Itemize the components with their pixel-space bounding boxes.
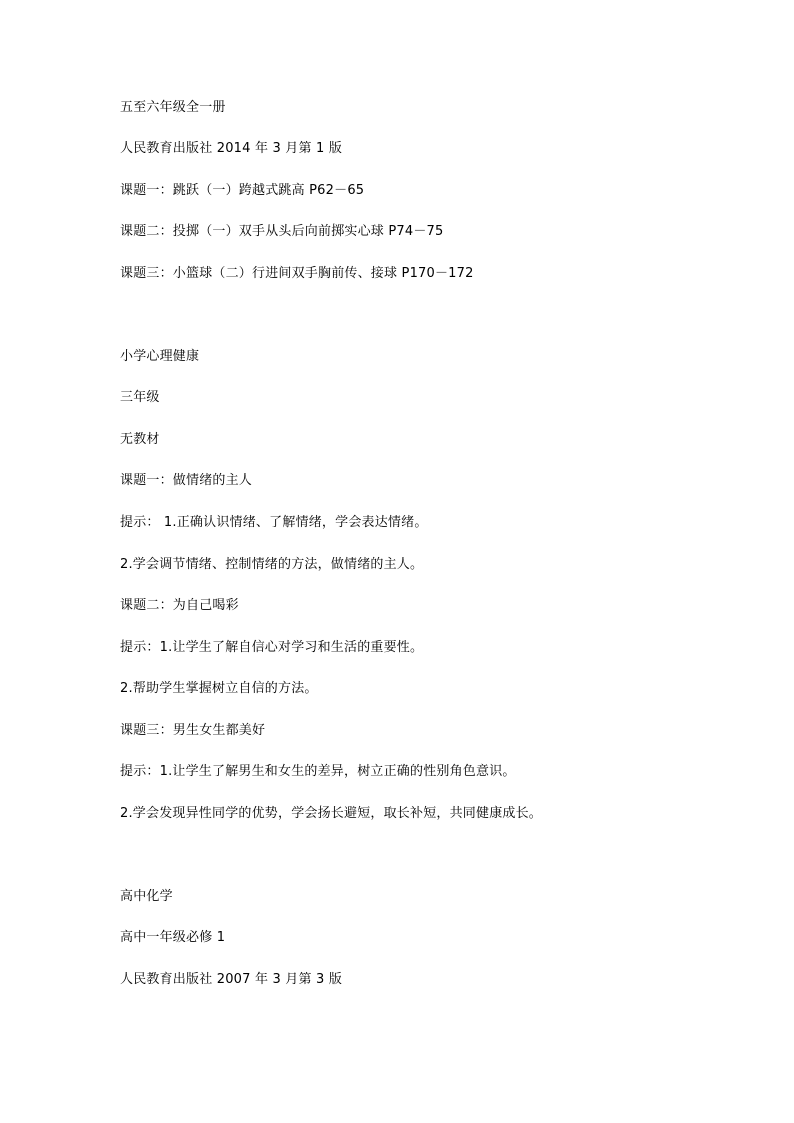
hint-line: 2.学会调节情绪、控制情绪的方法，做情绪的主人。 (120, 557, 424, 572)
hint-line: 2.学会发现异性同学的优势，学会扬长避短，取长补短，共同健康成长。 (120, 806, 543, 821)
publisher-edition: 人民教育出版社 2014 年 3 月第 1 版 (120, 141, 343, 156)
hint-line: 提示：1.让学生了解男生和女生的差异，树立正确的性别角色意识。 (120, 764, 516, 779)
hint-line: 提示： 1.正确认识情绪、了解情绪，学会表达情绪。 (120, 515, 428, 530)
topic-line: 课题三：男生女生都美好 (120, 723, 266, 738)
topic-line: 课题三：小篮球（二）行进间双手胸前传、接球 P170－172 (120, 266, 474, 281)
hint-line: 2.帮助学生掌握树立自信的方法。 (120, 681, 318, 696)
topic-line: 课题二：投掷（一）双手从头后向前掷实心球 P74－75 (120, 224, 444, 239)
topic-line: 课题二：为自己喝彩 (120, 598, 239, 613)
subject-heading: 高中化学 (120, 889, 173, 904)
topic-line: 课题一：做情绪的主人 (120, 473, 253, 488)
grade-line: 三年级 (120, 390, 160, 405)
publisher-edition: 人民教育出版社 2007 年 3 月第 3 版 (120, 972, 343, 987)
grade-range-heading: 五至六年级全一册 (120, 100, 226, 115)
hint-line: 提示：1.让学生了解自信心对学习和生活的重要性。 (120, 640, 424, 655)
textbook-line: 无教材 (120, 432, 160, 447)
subject-heading: 小学心理健康 (120, 349, 200, 364)
topic-line: 课题一：跳跃（一）跨越式跳高 P62－65 (120, 183, 365, 198)
grade-line: 高中一年级必修 1 (120, 930, 226, 945)
